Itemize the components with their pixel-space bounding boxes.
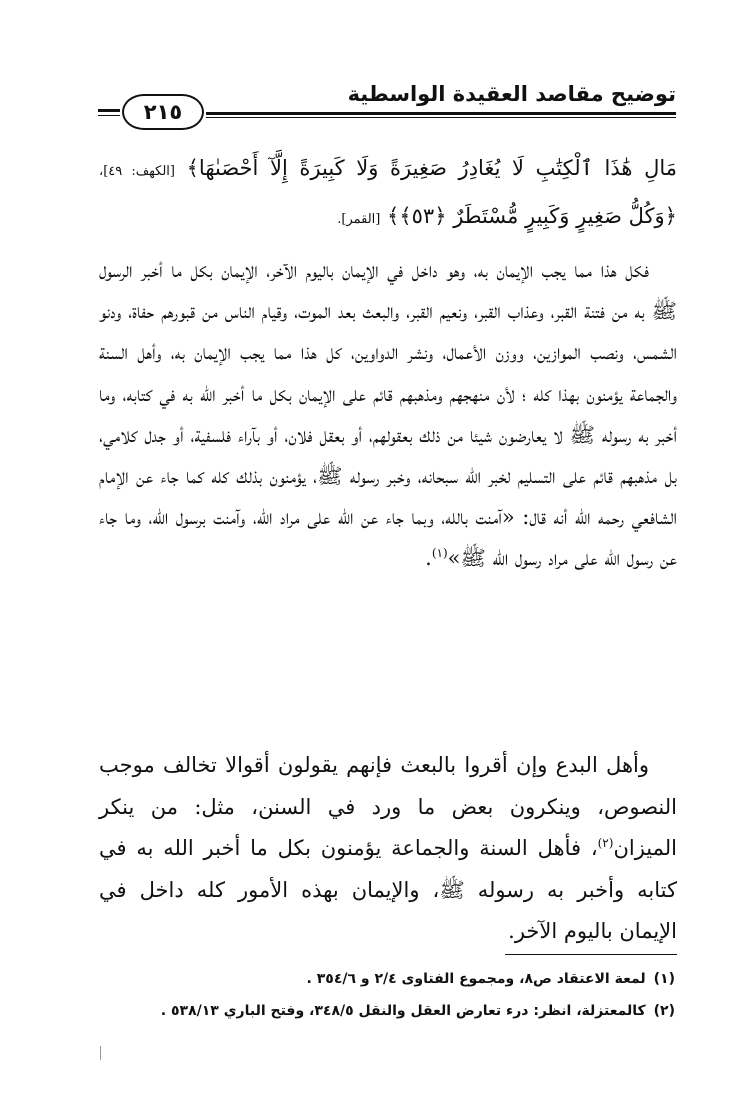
footnote-ref-1: (١) xyxy=(431,546,448,561)
running-header xyxy=(98,80,676,128)
paragraph-1-text: فكل هذا مما يجب الإيمان به، وهو داخل في الإيمان باليوم الآخر، الإيمان بكل ما أخبر الرسول ﷺ به من فتنة القبر، وعذاب القبر، ونعيم القبر، والبعث بعد الموت، وقيام الناس من قبورهم حفاة، ودنو الشمس، ونصب الموازين، ووزن الأعمال، ونشر الدواوين، كل هذا مما يجب الإيمان به، وأهل السنة والجماعة يؤمنون بهذا كله ؛ لأن منهجهم ومذهبهم قائم على الإيمان بكل ما أخبر الله به في كتابه، وما أخبر به رسوله ﷺ لا يعارضون شيئا من ذلك بعقولهم، أو بعقل فلان، أو بآراء فلسفية، أو جدل كلامي، بل مذهبهم قائم على التسليم لخبر الله سبحانه، وخبر رسوله ﷺ، يؤمنون بذلك كله كما جاء عن الإمام الشافعي رحمه الله أنه قال: «آمنت بالله، وبما جاء عن الله على مراد الله، وآمنت برسول الله، وما جاء عن رسول الله على مراد رسول الله ﷺ» xyxy=(99,258,677,571)
verse-reference-1: [الكهف: ٤٩]، xyxy=(99,164,175,179)
scan-edge-mark xyxy=(100,1046,101,1060)
footnotes xyxy=(99,963,675,1027)
footnote-1 xyxy=(99,963,675,995)
footnote-1-text: لمعة الاعتقاد ص٨، ومجموع الفتاوى ٢/٤ و ٣٥٤/٦ . xyxy=(306,971,646,987)
paragraph-1-end: . xyxy=(425,546,432,571)
verse-reference-2: [القمر]. xyxy=(337,212,381,227)
page-number: ٢١٥ xyxy=(122,94,204,130)
footnote-ref-2: (٢) xyxy=(597,836,614,850)
footnote-2-number: (٢) xyxy=(653,1003,675,1019)
quran-verse-block xyxy=(99,146,677,242)
running-title: توضيح مقاصد العقيدة الواسطية xyxy=(347,82,676,106)
second-paragraph xyxy=(99,745,677,953)
header-rule-thin xyxy=(206,117,676,118)
footnote-2-text: كالمعتزلة، انظر: درء تعارض العقل والنقل ٣٤٨/٥، وفتح الباري ٥٣٨/١٣ . xyxy=(160,1003,646,1019)
paragraph-1 xyxy=(99,250,677,580)
footnote-separator xyxy=(505,954,677,955)
verse-line-2: ﴿وَكُلُّ صَغِيرٍ وَكَبِيرٍ مُّسْتَطَرٌ ﴿٥٣﴾﴾ xyxy=(387,204,677,228)
page-number-rule-thick xyxy=(98,109,120,112)
paragraph-2-text-b: ، فأهل السنة والجماعة يؤمنون بكل ما أخبر الله به في كتابه وأخبر به رسوله ﷺ، والإيمان بهذه الأمور كله داخل في الإيمان باليوم الآخر. xyxy=(99,836,677,943)
main-paragraph xyxy=(99,250,677,580)
paragraph-2 xyxy=(99,745,677,953)
header-rule-thick xyxy=(206,112,676,115)
page-number-rule-thin xyxy=(98,115,120,116)
footnote-1-number: (١) xyxy=(653,971,675,987)
page-number-ornament xyxy=(98,94,208,134)
footnote-2 xyxy=(99,995,675,1027)
paragraph-2-text-a: وأهل البدع وإن أقروا بالبعث فإنهم يقولون أقوالا تخالف موجب النصوص، وينكرون بعض ما ورد في السنن، مثل: من ينكر الميزان xyxy=(99,753,677,860)
verse-line-1: مَالِ هَٰذَا ٱلْكِتَٰبِ لَا يُغَادِرُ صَغِيرَةً وَلَا كَبِيرَةً إِلَّآ أَحْصَىٰهَا﴾ xyxy=(186,156,677,180)
